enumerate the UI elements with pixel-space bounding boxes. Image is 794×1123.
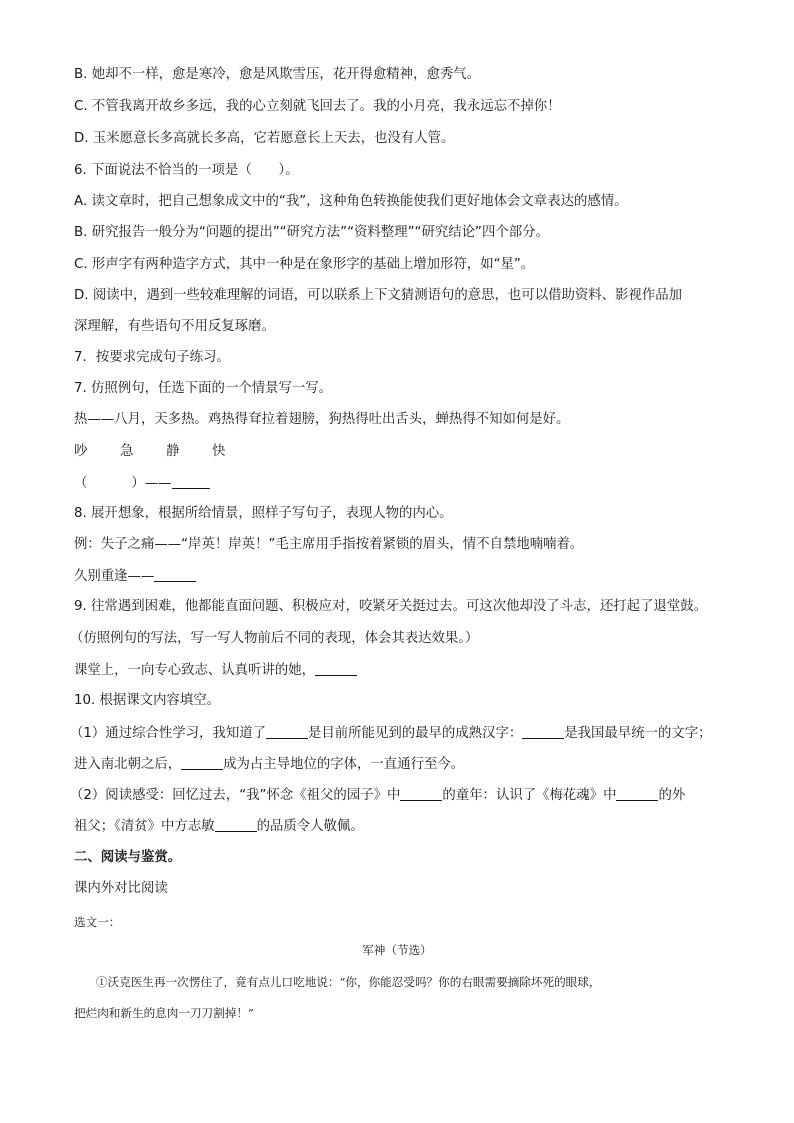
question-8-prompt: 久别重逢—— (74, 569, 155, 584)
paren-open: （ (74, 476, 88, 491)
text-fragment: （1）通过综合性学习，我知道了 (70, 726, 266, 741)
answer-blank[interactable] (315, 661, 357, 676)
excerpt-paragraph-1-line2: 把烂肉和新生的息肉一刀刀割掉！” (74, 1006, 254, 1020)
text-fragment: 是我国最早统一的文字； (564, 726, 712, 741)
text-fragment: 成为占主导地位的字体，一直通行至今。 (223, 757, 465, 772)
question-9-hint: （仿照例句的写法，写一写人物前后不同的表现，体会其表达效果。） (70, 631, 479, 646)
question-9-prompt: 课堂上，一向专心致志、认真听讲的她， (74, 663, 316, 678)
scenario-char: 快 (212, 444, 226, 459)
question-8-answer-line (74, 567, 196, 586)
text-fragment: （2）阅读感受：回忆过去，“我”怀念《祖父的园子》中 (70, 788, 401, 803)
question-7-scenario-chars (74, 443, 225, 461)
option-5b: B. 她却不一样，愈是寒冷，愈是风欺雪压，花开得愈精神，愈秀气。 (74, 67, 481, 82)
text-fragment: 是目前所能见到的最早的成熟汉字： (308, 726, 523, 741)
option-6d-line1: D. 阅读中，遇到一些较难理解的词语，可以联系上下文猜测语句的意思，也可以借助资料、影视作品加 (74, 288, 683, 303)
scenario-char: 静 (166, 444, 180, 459)
question-9: 9. 往常遇到困难，他都能直面问题、积极应对，咬紧牙关挺过去。可这次他却没了斗志，还打起了退堂鼓。 (74, 599, 707, 614)
option-5c: C. 不管我离开故乡多远，我的心立刻就飞回去了。我的小月亮，我永远忘不掉你！ (74, 99, 561, 114)
option-6d-line2: 深理解，有些语句不用反复琢磨。 (74, 319, 275, 334)
scenario-char: 吵 (74, 444, 88, 459)
scenario-char: 急 (120, 444, 134, 459)
question-7-example: 热——八月，天多热。鸡热得耷拉着翅膀，狗热得吐出舌头，蝉热得不知如何是好。 (74, 412, 570, 427)
answer-blank[interactable] (181, 755, 223, 770)
answer-blank[interactable] (522, 724, 564, 739)
question-9-answer-line (74, 661, 357, 680)
option-6b: B. 研究报告一般分为“问题的提出”“研究方法”“资料整理”“研究结论”四个部分。 (74, 225, 549, 240)
answer-blank[interactable] (616, 786, 658, 801)
excerpt-title: 军神（节选） (362, 943, 432, 957)
question-10-part2-line1 (70, 786, 685, 805)
text-fragment: 进入南北朝之后， (74, 757, 182, 772)
question-7-answer-line (74, 474, 210, 493)
answer-blank[interactable] (154, 567, 196, 582)
question-8-example: 例：失子之痛——“岸英！岸英！”毛主席用手指按着紧锁的眉头，情不自禁地喃喃着。 (74, 537, 584, 552)
answer-blank[interactable] (400, 786, 442, 801)
option-5d: D. 玉米愿意长多高就长多高，它若愿意长上天去，也没有人管。 (74, 131, 455, 146)
question-6: 6. 下面说法不恰当的一项是（ ）。 (74, 163, 299, 178)
reading-intro: 课内外对比阅读 (74, 881, 168, 896)
paren-close-dash: ）—— (131, 476, 172, 491)
question-7: 7. 仿照例句，任选下面的一个情景写一写。 (74, 381, 333, 396)
answer-blank[interactable] (172, 474, 210, 489)
excerpt-label: 选文一： (74, 915, 121, 929)
answer-blank[interactable] (266, 724, 308, 739)
text-fragment: 的童年：认识了《梅花魂》中 (442, 788, 617, 803)
question-10-part2-line2 (74, 817, 364, 836)
text-fragment: 祖父；《清贫》中方志敏 (74, 819, 215, 834)
question-7-heading: 7．按要求完成句子练习。 (74, 350, 230, 365)
option-6a: A. 读文章时，把自己想象成文中的“我”，这种角色转换能使我们更好地体会文章表达的感情。 (74, 194, 628, 209)
question-10-part1-line1 (70, 724, 712, 743)
section-2-heading: 二、阅读与鉴赏。 (74, 850, 182, 865)
excerpt-paragraph-1-line1: ①沃克医生再一次愣住了，竟有点儿口吃地说：“你，你能忍受吗？你的右眼需要摘除坏死的眼球， (96, 975, 601, 989)
answer-blank[interactable] (215, 817, 257, 832)
option-6c: C. 形声字有两种造字方式，其中一种是在象形字的基础上增加形符，如“星”。 (74, 257, 535, 272)
question-10-part1-line2 (74, 755, 464, 774)
question-10: 10. 根据课文内容填空。 (74, 693, 221, 708)
text-fragment: 的外 (658, 788, 686, 803)
question-8: 8. 展开想象，根据所给情景，照样子写句子，表现人物的内心。 (74, 506, 453, 521)
text-fragment: 的品质令人敬佩。 (256, 819, 364, 834)
